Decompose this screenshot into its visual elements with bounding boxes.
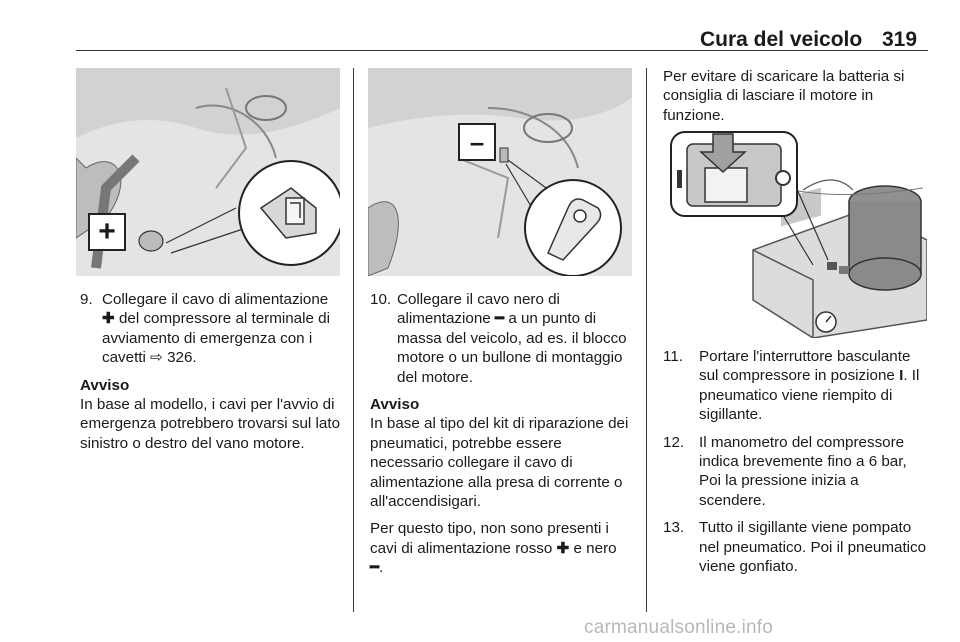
step-number: 10. — [370, 291, 392, 308]
step-text-b: del compressore al terminale di avviamento di emergenza con i cavetti — [102, 310, 330, 367]
header-rule — [76, 50, 928, 51]
minus-icon: ━ — [494, 310, 505, 328]
step-text-a: Collegare il cavo di alimentazione — [102, 291, 329, 308]
plus-icon — [88, 213, 126, 251]
note-title: Avviso — [370, 396, 420, 414]
step-9 — [80, 290, 342, 368]
plus-icon: ✚ — [102, 310, 115, 328]
step-text-a: Collegare il cavo nero di alimentazione — [397, 291, 560, 328]
page-title: Cura del veicolo — [700, 28, 863, 51]
column-1 — [80, 290, 342, 461]
step-text-b: a un punto di massa del veicolo, ad es. il blocco motore o un bullone di montaggio del motore. — [397, 310, 627, 386]
step-text: Il manometro del compressore indica brevemente fino a 6 bar, Poi la pressione inizia a scendere. — [699, 433, 907, 509]
step-number: 11. — [663, 348, 683, 365]
step-13 — [663, 518, 929, 576]
step-text: Tutto il sigillante viene pompato nel pneumatico. Poi il pneumatico viene gonfiato. — [699, 519, 927, 576]
step-11 — [663, 347, 929, 425]
page-reference: ⇨ 326. — [150, 349, 197, 367]
note-text: In base al modello, i cavi per l'avvio di emergenza potrebbero trovarsi sul lato sinistro o destro del vano motore. — [80, 396, 341, 452]
column-2 — [370, 290, 634, 586]
step-number: 13. — [663, 519, 685, 537]
column-3 — [663, 347, 929, 584]
step-number: 12. — [663, 433, 685, 451]
step-text-a: Portare l'interruttore basculante sul compressore in posizione — [699, 348, 911, 385]
plus-label: + — [98, 215, 116, 248]
step-12 — [663, 433, 929, 511]
intro-text: Per evitare di scaricare la batteria si consiglia di lasciare il motore in funzione. — [663, 68, 905, 124]
step-text — [102, 290, 342, 368]
watermark: carmanualsonline.info — [584, 617, 774, 638]
figure-positive-terminal — [76, 68, 340, 276]
figure-ground-point — [368, 68, 632, 276]
step-text-b: . Il pneumatico viene riempito di sigillante. — [699, 367, 920, 424]
column-divider-2 — [646, 68, 647, 612]
minus-icon: ━ — [370, 559, 380, 577]
minus-label: – — [469, 127, 485, 157]
step-number: 9. — [80, 291, 93, 308]
step-10 — [370, 290, 634, 387]
page-number: 319 — [882, 28, 918, 51]
note-text-2c: . — [379, 559, 384, 577]
column-3-intro — [663, 67, 927, 133]
minus-icon — [458, 123, 496, 161]
note-text-2 — [370, 519, 634, 577]
plus-icon: ✚ — [556, 539, 570, 557]
column-divider-1 — [353, 68, 354, 612]
compressor-switch-icon — [663, 130, 927, 338]
note-title: Avviso — [80, 376, 130, 394]
step-text — [699, 347, 929, 425]
note-text: In base al tipo del kit di riparazione dei pneumatici, potrebbe essere necessario collegare il cavo di alimentazione alla presa di corrente o all'accendisigari. — [370, 415, 629, 511]
note-text-2b: e nero — [569, 539, 617, 557]
switch-position: I — [899, 367, 904, 385]
step-text — [397, 290, 634, 387]
note-text-2a: Per questo tipo, non sono presenti i cavi di alimentazione rosso — [370, 520, 609, 557]
figure-compressor-switch — [663, 130, 927, 338]
